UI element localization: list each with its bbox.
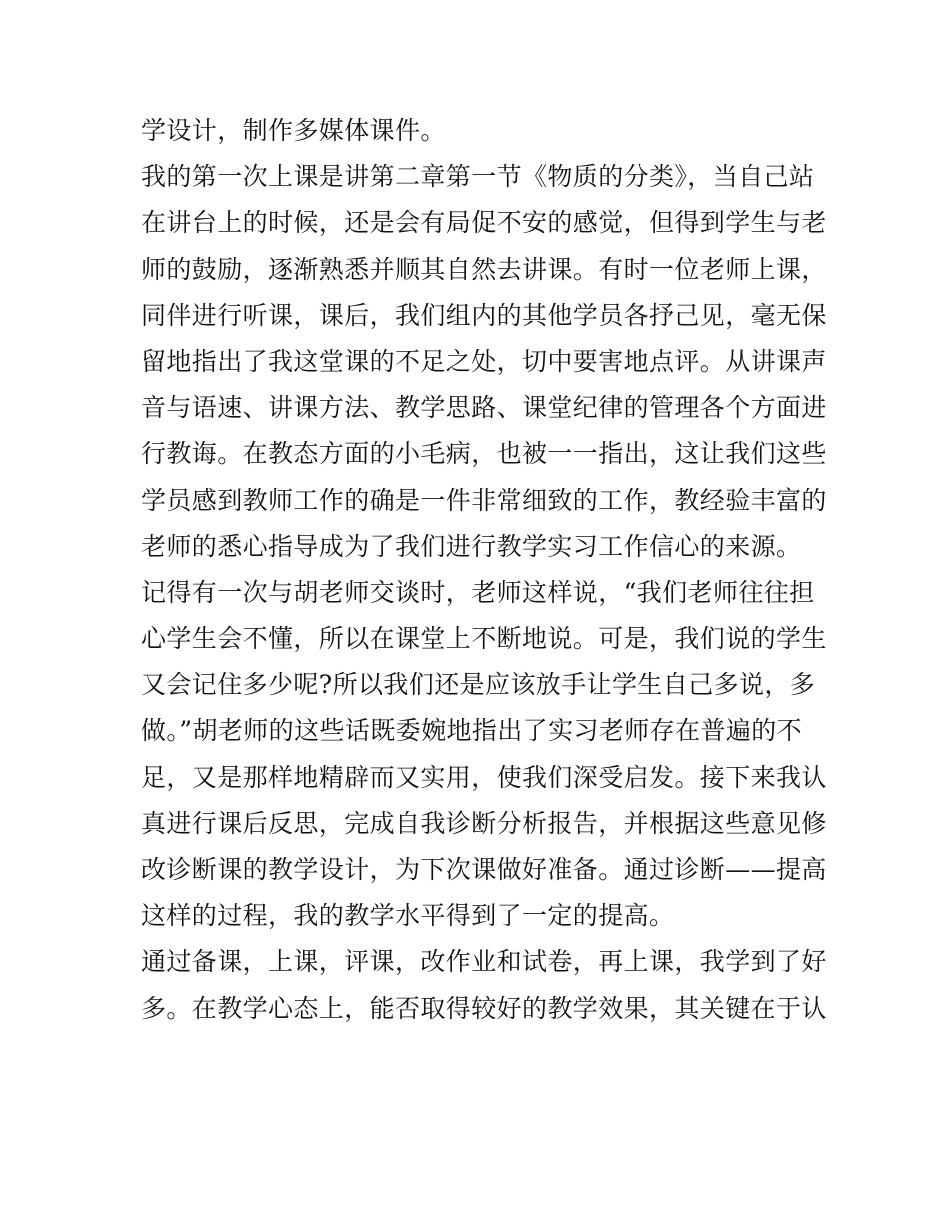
text-line: 真进行课后反思，完成自我诊断分析报告，并根据这些意见修 — [141, 808, 827, 838]
text-line: 我的第一次上课是讲第二章第一节《物质的分类》，当自己站 — [141, 162, 815, 192]
text-line: 多。在教学心态上，能否取得较好的教学效果，其关键在于认 — [141, 993, 827, 1023]
text-line: 心学生会不懂，所以在课堂上不断地说。可是，我们说的学生 — [141, 624, 827, 654]
text-line: 学设计，制作多媒体课件。 — [141, 116, 446, 145]
text-line: 老师的悉心指导成为了我们进行教学实习工作信心的来源。 — [141, 531, 802, 561]
text-line: 足，又是那样地精辟而又实用，使我们深受启发。接下来我认 — [141, 762, 827, 792]
text-line: 音与语速、讲课方法、教学思路、课堂纪律的管理各个方面进 — [141, 393, 827, 423]
text-line: 这样的过程，我的教学水平得到了一定的提高。 — [141, 901, 675, 931]
text-line: 记得有一次与胡老师交谈时，老师这样说，“我们老师往往担 — [141, 577, 815, 607]
document-body — [141, 108, 827, 1032]
text-line: 做。”胡老师的这些话既委婉地指出了实习老师存在普遍的不 — [141, 716, 803, 746]
text-line: 行教诲。在教态方面的小毛病，也被一一指出，这让我们这些 — [141, 439, 827, 469]
text-line: 学员感到教师工作的确是一件非常细致的工作，教经验丰富的 — [141, 485, 827, 515]
text-line: 同伴进行听课，课后，我们组内的其他学员各抒己见，毫无保 — [141, 300, 827, 330]
text-line: 又会记住多少呢?所以我们还是应该放手让学生自己多说，多 — [141, 670, 816, 700]
text-line: 在讲台上的时候，还是会有局促不安的感觉，但得到学生与老 — [141, 208, 827, 238]
text-line: 通过备课，上课，评课，改作业和试卷，再上课，我学到了好 — [141, 947, 827, 977]
text-line: 师的鼓励，逐渐熟悉并顺其自然去讲课。有时一位老师上课， — [141, 254, 827, 284]
text-line: 留地指出了我这堂课的不足之处，切中要害地点评。从讲课声 — [141, 346, 827, 376]
text-line: 改诊断课的教学设计，为下次课做好准备。通过诊断——提高 — [141, 855, 827, 884]
